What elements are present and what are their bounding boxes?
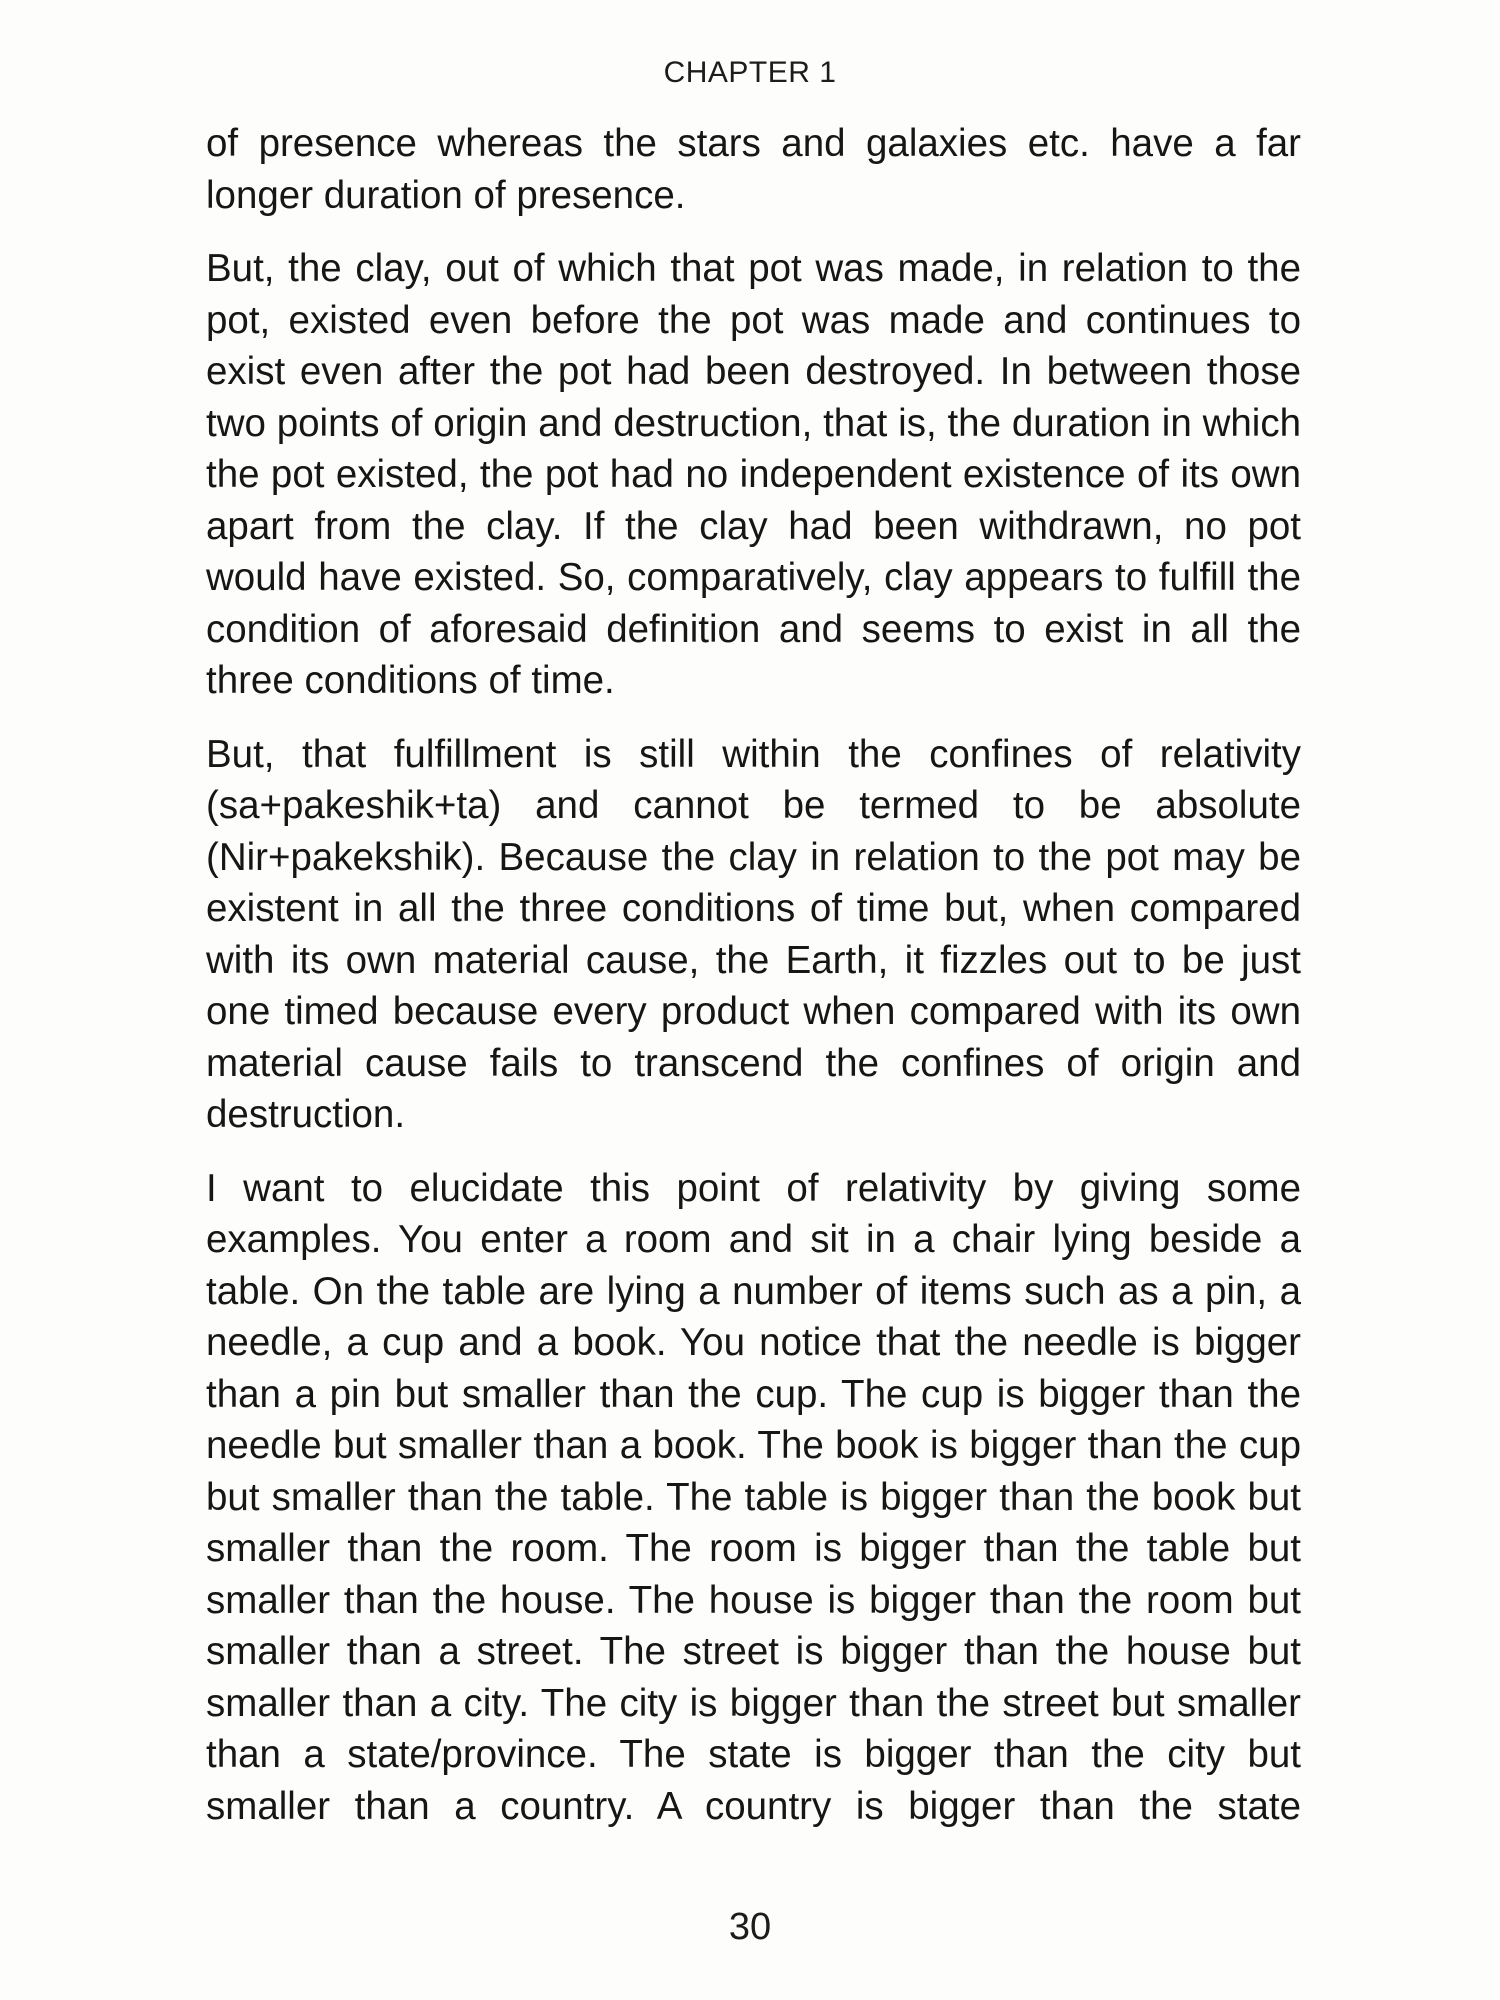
page-number: 30: [728, 1906, 772, 1948]
running-head: CHAPTER 1: [663, 56, 837, 89]
paragraph-3: But, that fulfillment is still within the confines of relativity (sa+pakeshik+ta) and cannot be termed to be absolute (Nir+pakekshik). Because the clay in relation to the pot may be existent in all the three conditions of time but, when compared with its own material cause, the Earth, it fizzles out to be just one timed because every product when compared with its own material cause fails to transcend the confines of origin and destruction.: [206, 732, 1301, 1136]
body-text: [206, 118, 1301, 1854]
paragraph-2: But, the clay, out of which that pot was made, in relation to the pot, existed even before the pot was made and continues to exist even after the pot had been destroyed. In between those two points of origin and destruction, that is, the duration in which the pot existed, the pot had no independent existence of its own apart from the clay. If the clay had been withdrawn, no pot would have existed. So, comparatively, clay appears to fulfill the condition of aforesaid definition and seems to exist in all the three conditions of time.: [206, 247, 1301, 702]
paragraph-1: of presence whereas the stars and galaxies etc. have a far longer duration of presence.: [206, 122, 1301, 217]
paragraph-4: I want to elucidate this point of relativity by giving some examples. You enter a room and sit in a chair lying beside a table. On the table are lying a number of items such as a pin, a needle, a cup and a book. You notice that the needle is bigger than a pin but smaller than the cup. The cup is bigger than the needle but smaller than a book. The book is bigger than the cup but smaller than the table. The table is bigger than the book but smaller than the room. The room is bigger than the table but smaller than the house. The house is bigger than the room but smaller than a street. The street is bigger than the house but smaller than a city. The city is bigger than the street but smaller than a state/province. The state is bigger than the city but smaller than a country. A country is bigger than the state: [206, 1166, 1301, 1828]
